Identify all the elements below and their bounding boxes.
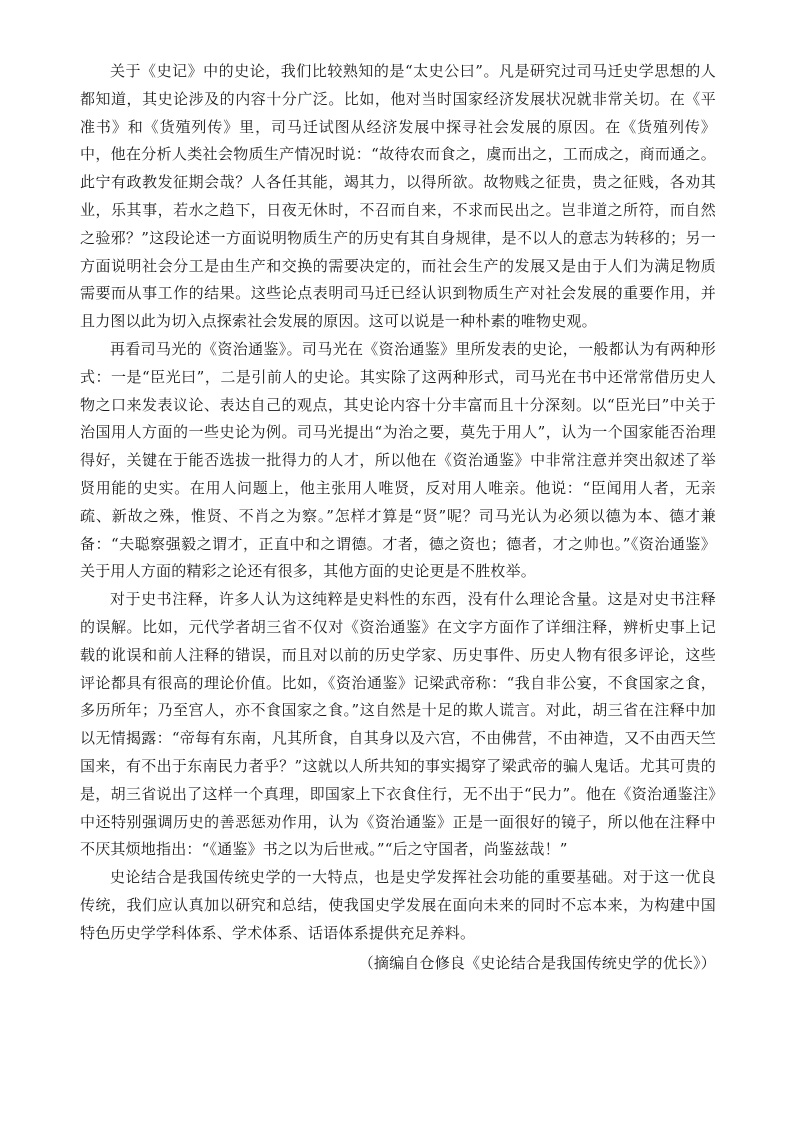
paragraph-conclusion: 史论结合是我国传统史学的一大特点，也是史学发挥社会功能的重要基础。对于这一优良传统，我们应认真加以研究和总结，使我国史学发展在面向未来的同时不忘本来，为构建中国特色历史学学科体系、学术体系、话语体系提供充足养料。 (80, 868, 716, 942)
paragraph-zizhitongjian: 再看司马光的《资治通鉴》。司马光在《资治通鉴》里所发表的史论，一般都认为有两种形式：一是“臣光曰”，二是引前人的史论。其实除了这两种形式，司马光在书中还常常借历史人物之口来发表议论、表达自己的观点，其史论内容十分丰富而且十分深刻。以“臣光曰”中关于治国用人方面的一些史论为例。司马光提出“为治之要，莫先于用人”，认为一个国家能否治理得好，关键在于能否选拔一批得力的人才，所以他在《资治通鉴》中非常注意并突出叙述了举贤用能的史实。在用人问题上，他主张用人唯贤，反对用人唯亲。他说：“臣闻用人者，无亲疏、新故之殊，惟贤、不肖之为察。”怎样才算是“贤”呢？司马光认为必须以德为本、德才兼备：“夫聪察强毅之谓才，正直中和之谓德。才者，德之资也；德者，才之帅也。”《资治通鉴》关于用人方面的精彩之论还有很多，其他方面的史论更是不胜枚举。 (80, 339, 716, 581)
paragraph-annotation: 对于史书注释，许多人认为这纯粹是史料性的东西，没有什么理论含量。这是对史书注释的误解。比如，元代学者胡三省不仅对《资治通鉴》在文字方面作了详细注释，辨析史事上记载的讹误和前人注释的错误，而且对以前的历史学家、历史事件、历史人物有很多评论，这些评论都具有很高的理论价值。比如，《资治通鉴》记梁武帝称：“我自非公宴，不食国家之食，多历所年；乃至宫人，亦不食国家之食。”这自然是十足的欺人谎言。对此，胡三省在注释中加以无情揭露：“帝每有东南，凡其所食，自其身以及六宫，不由佛营，不由神造，又不由西天竺国来，有不出于东南民力者乎？”这就以人所共知的事实揭穿了梁武帝的骗人鬼话。尤其可贵的是，胡三省说出了这样一个真理，即国家上下衣食住行，无不出于“民力”。他在《资治通鉴注》中还特别强调历史的善恶惩劝作用，认为《资治通鉴》正是一面很好的镜子，所以他在注释中不厌其烦地指出：“《通鉴》书之以为后世戒。”“后之守国者，尚鉴兹哉！” (80, 590, 716, 859)
paragraph-shiji: 关于《史记》中的史论，我们比较熟知的是“太史公曰”。凡是研究过司马迁史学思想的人都知道，其史论涉及的内容十分广泛。比如，他对当时国家经济发展状况就非常关切。在《平准书》和《货殖列传》里，司马迁试图从经济发展中探寻社会发展的原因。在《货殖列传》中，他在分析人类社会物质生产情况时说：“故待农而食之，虞而出之，工而成之，商而通之。此宁有政教发征期会哉？人各任其能，竭其力，以得所欲。故物贱之征贵，贵之征贱，各劝其业，乐其事，若水之趋下，日夜无休时，不召而自来，不求而民出之。岂非道之所符，而自然之验邪？”这段论述一方面说明物质生产的历史有其自身规律，是不以人的意志为转移的；另一方面说明社会分工是由生产和交换的需要决定的，而社会生产的发展又是由于人们为满足物质需要而从事工作的结果。这些论点表明司马迁已经认识到物质生产对社会发展的重要作用，并且力图以此为切入点探索社会发展的原因。这可以说是一种朴素的唯物史观。 (80, 62, 716, 331)
article-body (80, 58, 716, 977)
source-attribution: （摘编自仓修良《史论结合是我国传统史学的优长》） (358, 953, 716, 972)
